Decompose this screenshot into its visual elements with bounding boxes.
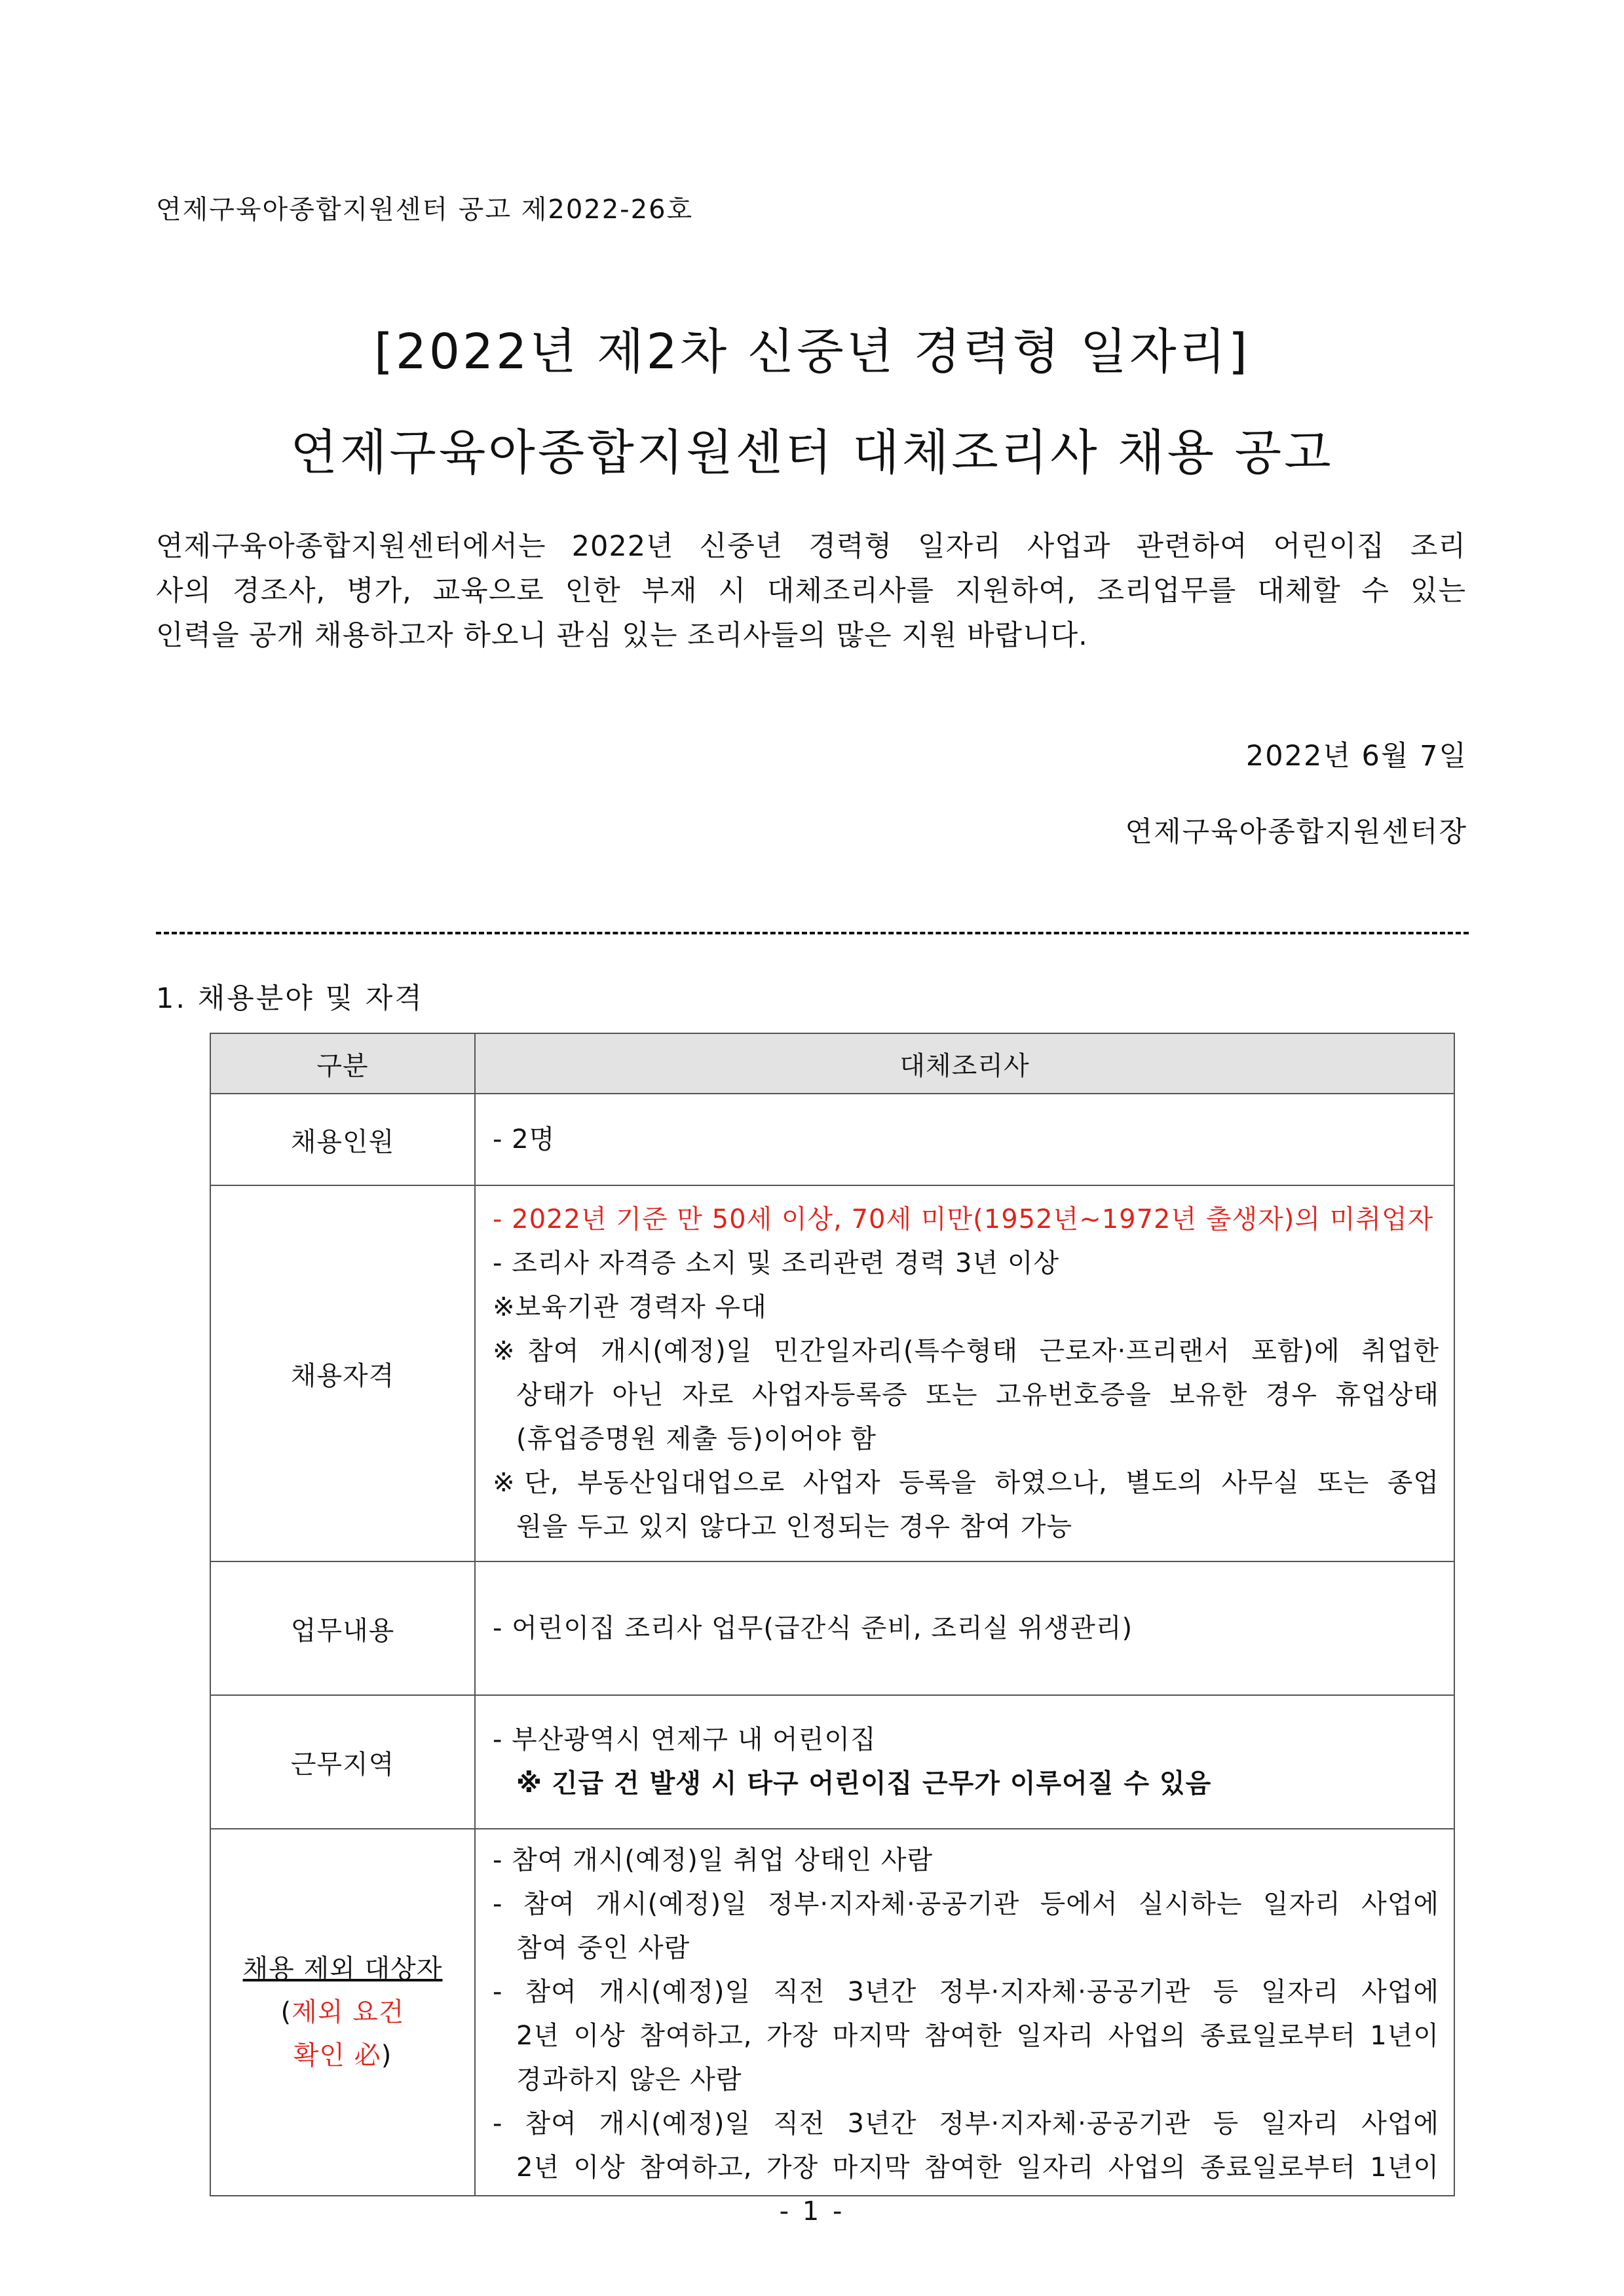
row-content bbox=[475, 1094, 1454, 1185]
content-line: 경과하지 않은 사람 bbox=[516, 2065, 742, 2095]
intro-paragraph bbox=[156, 524, 1466, 658]
content-line-emphasis: ※ 긴급 건 발생 시 타구 어린이집 근무가 이루어질 수 있음 bbox=[516, 1769, 1212, 1799]
signer: 연제구육아종합지원센터장 bbox=[1125, 816, 1467, 849]
row-content bbox=[475, 1695, 1454, 1829]
intro-line: 연제구육아종합지원센터에서는 2022년 신중년 경력형 일자리 사업과 관련하여 어린이집 조리 bbox=[156, 530, 1466, 563]
content-line: ※참여 개시(예정)일 민간일자리(특수형태 근로자·프리랜서 포함)에 취업한 bbox=[493, 1336, 1439, 1366]
row-label: 채용인원 bbox=[210, 1094, 475, 1185]
content-line: ※보육기관 경력자 우대 bbox=[493, 1292, 767, 1322]
paren-open: ( bbox=[280, 1997, 292, 2027]
row-content bbox=[475, 1185, 1454, 1561]
table-row bbox=[210, 1094, 1454, 1185]
content-line: 원을 두고 있지 않다고 인정되는 경우 참여 가능 bbox=[516, 1512, 1073, 1542]
row-label: 업무내용 bbox=[210, 1561, 475, 1695]
table-row bbox=[210, 1185, 1454, 1561]
content-line: (휴업증명원 제출 등)이어야 함 bbox=[516, 1424, 877, 1454]
row-content bbox=[475, 1561, 1454, 1695]
content-line: - 2명 bbox=[493, 1124, 556, 1155]
content-line: - 참여 개시(예정)일 직전 3년간 정부·지자체·공공기관 등 일자리 사업에 bbox=[493, 2109, 1439, 2139]
notice-date: 2022년 6월 7일 bbox=[1245, 740, 1467, 773]
content-line: 2년 이상 참여하고, 가장 마지막 참여한 일자리 사업의 종료일로부터 1년이 bbox=[516, 2152, 1439, 2183]
content-line: - 어린이집 조리사 업무(급간식 준비, 조리실 위생관리) bbox=[493, 1613, 1133, 1643]
intro-line: 인력을 공개 채용하고자 하오니 관심 있는 조리사들의 많은 지원 바랍니다. bbox=[156, 619, 1088, 652]
content-line: 참여 중인 사람 bbox=[516, 1933, 690, 1963]
intro-line: 사의 경조사, 병가, 교육으로 인한 부재 시 대체조리사를 지원하여, 조리업무를 대체할 수 있는 bbox=[156, 575, 1466, 607]
paren-close: ) bbox=[381, 2040, 392, 2071]
content-line: - 참여 개시(예정)일 직전 3년간 정부·지자체·공공기관 등 일자리 사업에 bbox=[493, 1977, 1439, 2007]
table-row bbox=[210, 1829, 1454, 2196]
header-position: 대체조리사 bbox=[475, 1033, 1454, 1094]
table-header-row bbox=[210, 1033, 1454, 1094]
row-content bbox=[475, 1829, 1454, 2196]
dashed-divider bbox=[156, 932, 1469, 934]
notice-number: 연제구육아종합지원센터 공고 제2022-26호 bbox=[156, 195, 694, 225]
exclusion-note-red: 확인 必 bbox=[293, 2040, 381, 2071]
content-line: 2년 이상 참여하고, 가장 마지막 참여한 일자리 사업의 종료일로부터 1년이 bbox=[516, 2021, 1439, 2051]
recruitment-table bbox=[210, 1033, 1455, 2196]
content-line: 상태가 아닌 자로 사업자등록증 또는 고유번호증을 보유한 경우 휴업상태 bbox=[516, 1380, 1439, 1410]
table-row bbox=[210, 1695, 1454, 1829]
content-line: - 참여 개시(예정)일 정부·지자체·공공기관 등에서 실시하는 일자리 사업에 bbox=[493, 1889, 1439, 1919]
page-title-line1: [2022년 제2차 신중년 경력형 일자리] bbox=[373, 324, 1251, 380]
content-line: - 조리사 자격증 소지 및 조리관련 경력 3년 이상 bbox=[493, 1248, 1060, 1278]
content-line: - 참여 개시(예정)일 취업 상태인 사람 bbox=[493, 1845, 934, 1875]
row-label: 근무지역 bbox=[210, 1695, 475, 1829]
header-category: 구분 bbox=[210, 1033, 475, 1094]
exclusion-note bbox=[212, 2034, 474, 2077]
exclusion-note bbox=[212, 1991, 474, 2034]
page-number: - 1 - bbox=[779, 2196, 845, 2227]
page-title-line2: 연제구육아종합지원센터 대체조리사 채용 공고 bbox=[290, 425, 1334, 481]
section-title: 1. 채용분야 및 자격 bbox=[156, 982, 424, 1015]
content-line: ※단, 부동산입대업으로 사업자 등록을 하였으나, 별도의 사무실 또는 종업 bbox=[493, 1468, 1439, 1498]
table-row bbox=[210, 1561, 1454, 1695]
content-line-highlight: - 2022년 기준 만 50세 이상, 70세 미만(1952년~1972년 출생자)의 미취업자 bbox=[493, 1204, 1434, 1234]
exclusion-note-red: 제외 요건 bbox=[292, 1997, 405, 2027]
exclusion-label: 채용 제외 대상자 bbox=[242, 1954, 443, 1984]
content-line: - 부산광역시 연제구 내 어린이집 bbox=[493, 1725, 877, 1755]
row-label bbox=[210, 1829, 475, 2196]
row-label: 채용자격 bbox=[210, 1185, 475, 1561]
